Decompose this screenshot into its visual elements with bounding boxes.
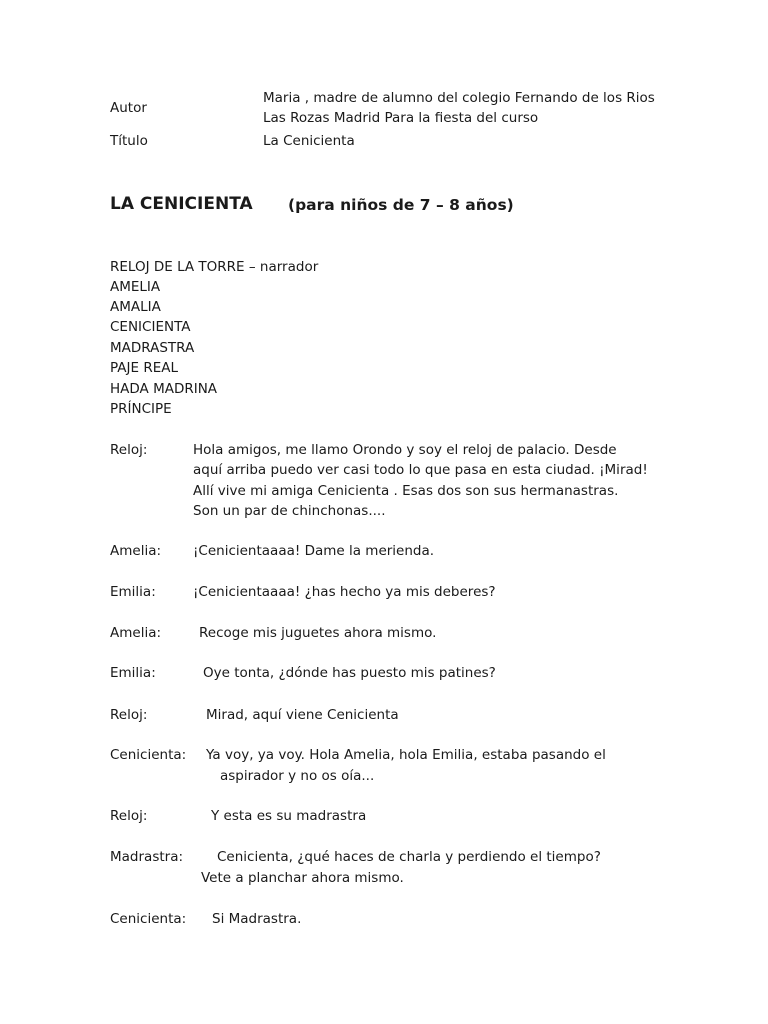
dialogue-line: Allí vive mi amiga Cenicienta . Esas dos son sus hermanastras. — [193, 483, 619, 499]
titulo-label: Título — [110, 133, 148, 149]
character-item: AMELIA — [110, 279, 161, 295]
dialogue-speaker: Cenicienta: — [110, 911, 187, 927]
dialogue-line: Hola amigos, me llamo Orondo y soy el reloj de palacio. Desde — [193, 442, 617, 458]
dialogue-line: ¡Cenicientaaaa! ¿has hecho ya mis deberes? — [193, 584, 496, 600]
dialogue-line: Mirad, aquí viene Cenicienta — [206, 707, 399, 723]
play-title: LA CENICIENTA — [110, 194, 253, 214]
dialogue-speaker: Madrastra: — [110, 849, 184, 865]
dialogue-line: aquí arriba puedo ver casi todo lo que pasa en esta ciudad. ¡Mirad! — [193, 462, 648, 478]
dialogue-speaker: Reloj: — [110, 442, 148, 458]
character-item: HADA MADRINA — [110, 381, 218, 397]
character-item: PAJE REAL — [110, 360, 178, 376]
dialogue-speaker: Emilia: — [110, 665, 156, 681]
titulo-value: La Cenicienta — [263, 133, 355, 149]
play-subtitle: (para niños de 7 – 8 años) — [288, 196, 514, 214]
autor-label: Autor — [110, 100, 147, 116]
dialogue-line: aspirador y no os oía... — [220, 768, 375, 784]
dialogue-line: Vete a planchar ahora mismo. — [201, 870, 404, 886]
dialogue-line: Son un par de chinchonas.... — [193, 503, 386, 519]
dialogue-line: Oye tonta, ¿dónde has puesto mis patines? — [203, 665, 496, 681]
dialogue-line: Cenicienta, ¿qué haces de charla y perdiendo el tiempo? — [217, 849, 601, 865]
dialogue-speaker: Emilia: — [110, 584, 156, 600]
dialogue-speaker: Reloj: — [110, 808, 148, 824]
dialogue-speaker: Amelia: — [110, 543, 162, 559]
dialogue-line: Y esta es su madrastra — [211, 808, 367, 824]
character-item: MADRASTRA — [110, 340, 195, 356]
dialogue-line: Si Madrastra. — [212, 911, 302, 927]
dialogue-line: Recoge mis juguetes ahora mismo. — [199, 625, 437, 641]
dialogue-speaker: Cenicienta: — [110, 747, 187, 763]
autor-value-line1: Maria , madre de alumno del colegio Fernando de los Rios — [263, 90, 655, 106]
dialogue-line: Ya voy, ya voy. Hola Amelia, hola Emilia, estaba pasando el — [206, 747, 606, 763]
character-item: AMALIA — [110, 299, 161, 315]
character-item: RELOJ DE LA TORRE – narrador — [110, 259, 319, 275]
character-item: PRÍNCIPE — [110, 401, 172, 417]
dialogue-speaker: Reloj: — [110, 707, 148, 723]
autor-value-line2: Las Rozas Madrid Para la fiesta del curso — [263, 110, 539, 126]
dialogue-line: ¡Cenicientaaaa! Dame la merienda. — [193, 543, 435, 559]
character-item: CENICIENTA — [110, 319, 191, 335]
dialogue-speaker: Amelia: — [110, 625, 162, 641]
